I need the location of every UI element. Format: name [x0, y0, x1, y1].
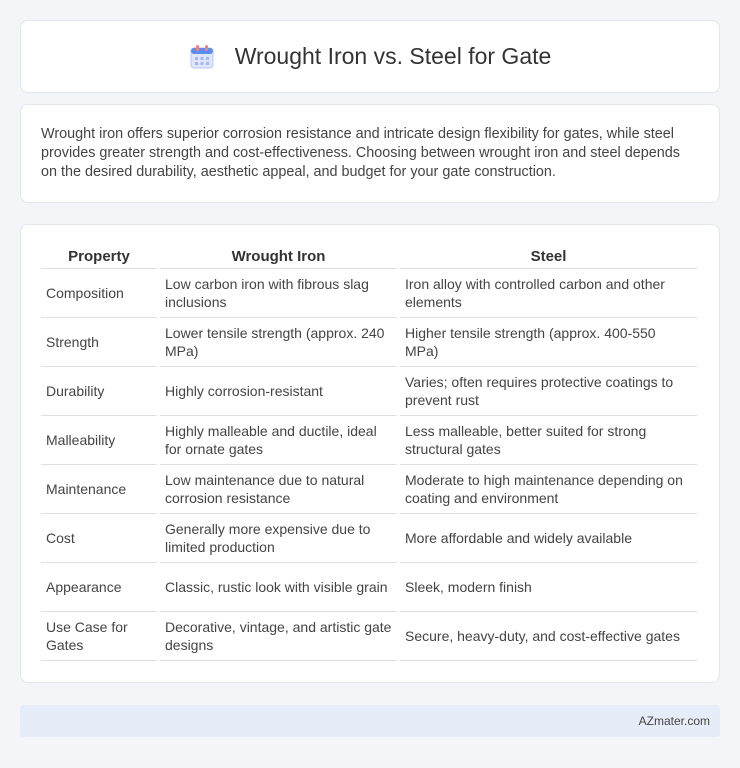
cell-property: Appearance — [41, 563, 157, 612]
intro-text: Wrought iron offers superior corrosion resistance and intricate design flexibility for gates, while steel provides greater strength and cost-effectiveness. Choosing between wrought iron and steel depends on the desired durability, aesthetic appeal, and budget for your gate construction. — [41, 126, 680, 180]
cell-property: Maintenance — [41, 465, 157, 514]
cell-property: Malleability — [41, 416, 157, 465]
calendar-icon — [189, 44, 215, 70]
cell-wrought-iron: Highly malleable and ductile, ideal for ornate gates — [160, 416, 397, 465]
comparison-table-card — [20, 224, 720, 683]
table-row — [41, 465, 697, 514]
cell-steel: Higher tensile strength (approx. 400-550 MPa) — [400, 318, 697, 367]
footer-brand: AZmater.com — [638, 714, 710, 728]
page-title: Wrought Iron vs. Steel for Gate — [234, 43, 552, 69]
table-row — [41, 612, 697, 661]
cell-property: Cost — [41, 514, 157, 563]
cell-property: Composition — [41, 269, 157, 318]
cell-steel: Sleek, modern finish — [400, 563, 697, 612]
table-row — [41, 416, 697, 465]
cell-wrought-iron: Decorative, vintage, and artistic gate designs — [160, 612, 397, 661]
cell-wrought-iron: Highly corrosion-resistant — [160, 367, 397, 416]
cell-steel: Secure, heavy-duty, and cost-effective gates — [400, 612, 697, 661]
title-card — [20, 20, 720, 93]
table-row — [41, 318, 697, 367]
cell-wrought-iron: Low maintenance due to natural corrosion resistance — [160, 465, 397, 514]
intro-card — [20, 104, 720, 203]
cell-wrought-iron: Lower tensile strength (approx. 240 MPa) — [160, 318, 397, 367]
cell-wrought-iron: Classic, rustic look with visible grain — [160, 563, 397, 612]
header-property: Property — [41, 245, 157, 269]
cell-property: Use Case for Gates — [41, 612, 157, 661]
table-row — [41, 269, 697, 318]
table-row — [41, 563, 697, 612]
comparison-table — [38, 245, 700, 661]
footer — [20, 705, 720, 737]
cell-wrought-iron: Low carbon iron with fibrous slag inclusions — [160, 269, 397, 318]
table-row — [41, 367, 697, 416]
table-row — [41, 514, 697, 563]
table-header-row — [41, 245, 697, 269]
cell-steel: Varies; often requires protective coatings to prevent rust — [400, 367, 697, 416]
cell-steel: Iron alloy with controlled carbon and other elements — [400, 269, 697, 318]
cell-property: Strength — [41, 318, 157, 367]
cell-steel: Less malleable, better suited for strong structural gates — [400, 416, 697, 465]
cell-steel: Moderate to high maintenance depending on coating and environment — [400, 465, 697, 514]
cell-property: Durability — [41, 367, 157, 416]
header-wrought-iron: Wrought Iron — [160, 245, 397, 269]
header-steel: Steel — [400, 245, 697, 269]
cell-wrought-iron: Generally more expensive due to limited production — [160, 514, 397, 563]
cell-steel: More affordable and widely available — [400, 514, 697, 563]
